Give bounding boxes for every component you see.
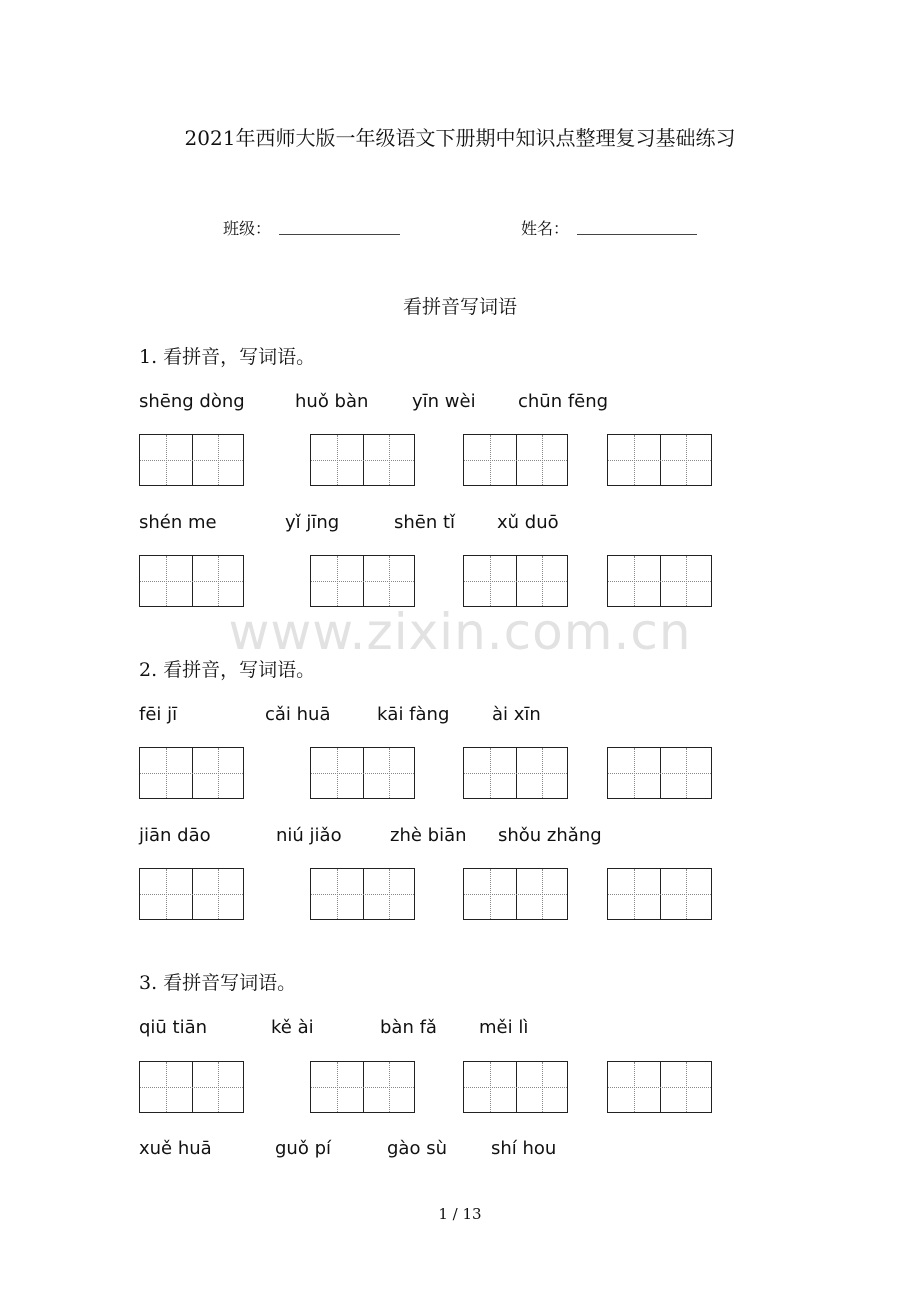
writing-grid[interactable]	[310, 868, 415, 920]
pinyin-word: shēng dòng	[139, 391, 245, 412]
writing-grid[interactable]	[139, 434, 244, 486]
class-label: 班级：	[223, 219, 272, 238]
writing-grid[interactable]	[463, 868, 568, 920]
writing-grid[interactable]	[607, 555, 712, 607]
writing-grid[interactable]	[607, 434, 712, 486]
pinyin-word: shēn tǐ	[394, 512, 456, 533]
writing-grid[interactable]	[607, 868, 712, 920]
writing-grid[interactable]	[463, 555, 568, 607]
writing-grid[interactable]	[139, 868, 244, 920]
writing-grid[interactable]	[310, 555, 415, 607]
section-title: 看拼音写词语	[402, 296, 517, 318]
pinyin-word: guǒ pí	[275, 1138, 331, 1159]
writing-grid[interactable]	[310, 434, 415, 486]
pinyin-word: qiū tiān	[139, 1017, 208, 1038]
question-heading: 3. 看拼音写词语。	[139, 972, 297, 994]
pinyin-word: shí hou	[491, 1138, 557, 1159]
writing-grid[interactable]	[139, 555, 244, 607]
pinyin-word: yīn wèi	[412, 391, 476, 412]
writing-grid[interactable]	[463, 434, 568, 486]
writing-grid[interactable]	[463, 1061, 568, 1113]
name-label: 姓名：	[521, 219, 570, 238]
pinyin-word: cǎi huā	[265, 704, 331, 725]
writing-grid[interactable]	[310, 747, 415, 799]
class-blank-line	[279, 234, 400, 235]
pinyin-word: shén me	[139, 512, 217, 533]
pinyin-word: chūn fēng	[518, 391, 609, 412]
writing-grid[interactable]	[139, 1061, 244, 1113]
pinyin-word: jiān dāo	[139, 825, 211, 846]
pinyin-word: shǒu zhǎng	[498, 825, 602, 846]
pinyin-word: bàn fǎ	[380, 1017, 437, 1038]
pinyin-word: huǒ bàn	[295, 391, 369, 412]
writing-grid[interactable]	[139, 747, 244, 799]
document-title: 2021年西师大版一年级语文下册期中知识点整理复习基础练习	[184, 126, 736, 150]
writing-grid[interactable]	[607, 747, 712, 799]
pinyin-word: fēi jī	[139, 704, 178, 725]
pinyin-word: gào sù	[387, 1138, 447, 1159]
page-number: 1 / 13	[438, 1205, 482, 1223]
pinyin-word: kě ài	[271, 1017, 314, 1038]
pinyin-word: kāi fàng	[377, 704, 450, 725]
pinyin-word: niú jiǎo	[276, 825, 342, 846]
question-heading: 1. 看拼音，写词语。	[139, 346, 316, 368]
name-blank-line	[577, 234, 697, 235]
question-heading: 2. 看拼音，写词语。	[139, 659, 316, 681]
pinyin-word: xuě huā	[139, 1138, 212, 1159]
pinyin-word: zhè biān	[390, 825, 467, 846]
pinyin-word: ài xīn	[492, 704, 541, 725]
pinyin-word: měi lì	[479, 1017, 529, 1038]
pinyin-word: xǔ duō	[497, 512, 559, 533]
writing-grid[interactable]	[607, 1061, 712, 1113]
watermark: www.zixin.com.cn	[228, 603, 692, 661]
pinyin-word: yǐ jīng	[285, 512, 340, 533]
writing-grid[interactable]	[463, 747, 568, 799]
writing-grid[interactable]	[310, 1061, 415, 1113]
